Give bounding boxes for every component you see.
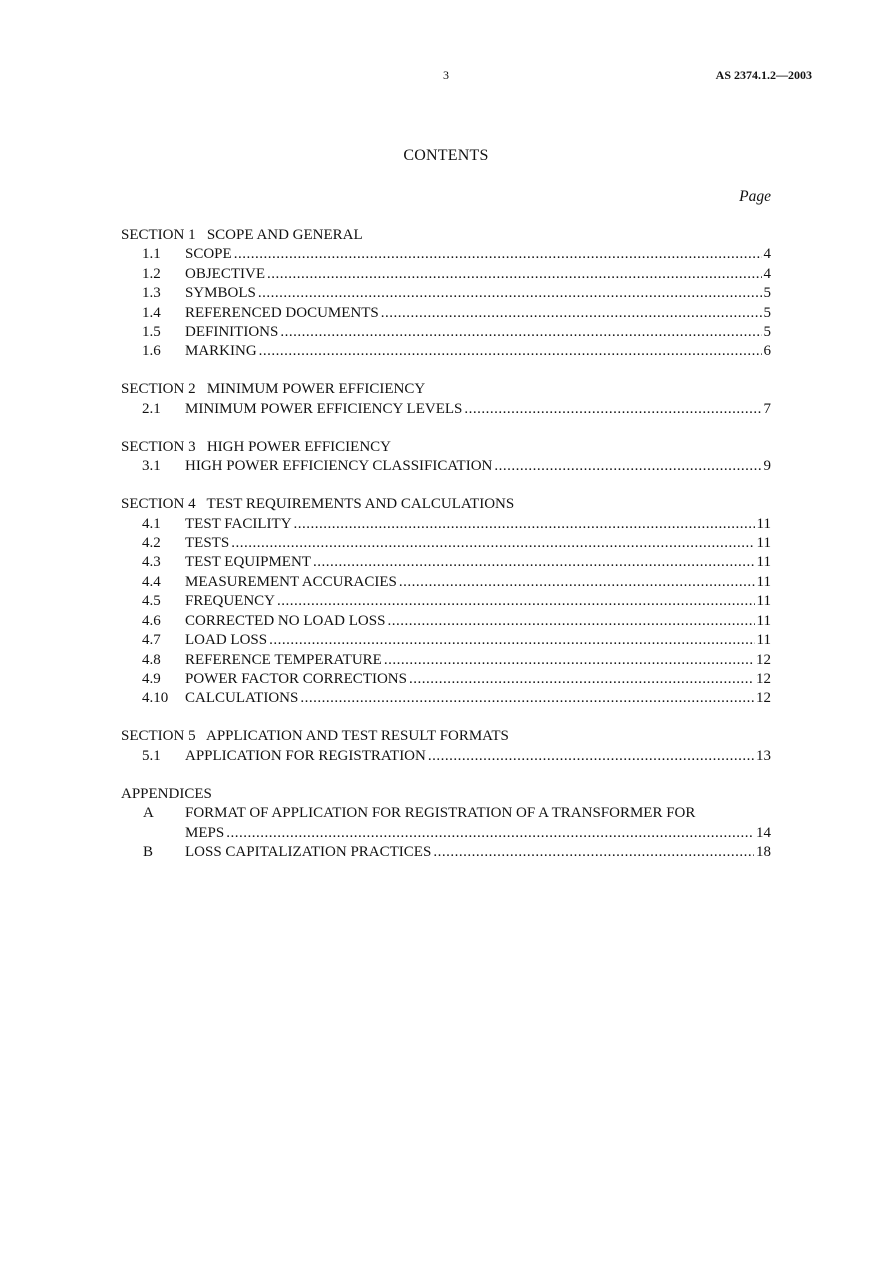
entry-number: 4.5: [142, 593, 161, 610]
entry-number: 5.1: [142, 747, 161, 764]
dot-leader: [280, 323, 761, 342]
entry-title: TEST EQUIPMENT: [185, 554, 311, 571]
toc-entry[interactable]: [121, 689, 771, 708]
entry-title: FREQUENCY: [185, 593, 276, 610]
toc-entry[interactable]: [121, 592, 771, 611]
entry-page: 14: [756, 824, 771, 841]
entry-page: 5: [763, 304, 771, 321]
contents-title: CONTENTS: [403, 147, 489, 164]
toc-entry[interactable]: [121, 651, 771, 670]
entry-page: 11: [756, 612, 771, 629]
dot-leader: [234, 245, 762, 264]
entry-title: CORRECTED NO LOAD LOSS: [185, 612, 386, 629]
toc-entry[interactable]: [121, 284, 771, 303]
toc-entry[interactable]: [121, 304, 771, 323]
entry-page: 11: [756, 593, 771, 610]
page-number: 3: [443, 68, 449, 82]
section-heading: SECTION 3 HIGH POWER EFFICIENCY: [121, 438, 391, 455]
dot-leader: [294, 515, 755, 534]
entry-number: 1.3: [142, 285, 161, 302]
dot-leader: [277, 592, 755, 611]
entry-number: 1.2: [142, 265, 161, 282]
toc-section-5: [121, 727, 771, 766]
section-heading: APPENDICES: [121, 785, 212, 802]
dot-leader: [387, 612, 754, 631]
toc-entry[interactable]: [121, 553, 771, 572]
entry-page: 7: [763, 400, 771, 417]
entry-page: 11: [756, 535, 771, 552]
entry-title: REFERENCE TEMPERATURE: [185, 651, 382, 668]
toc-entry[interactable]: [121, 323, 771, 342]
entry-page: 4: [763, 246, 771, 263]
dot-leader: [433, 843, 754, 862]
dot-leader: [226, 824, 754, 843]
dot-leader: [259, 342, 762, 361]
entry-page: 13: [756, 747, 771, 764]
page-column-label: Page: [739, 188, 771, 205]
entry-title: POWER FACTOR CORRECTIONS: [185, 670, 407, 687]
entry-title: MINIMUM POWER EFFICIENCY LEVELS: [185, 400, 463, 417]
toc-entry[interactable]: [121, 265, 771, 284]
section-heading: SECTION 5 APPLICATION AND TEST RESULT FORMATS: [121, 728, 509, 745]
toc-entry[interactable]: [121, 245, 771, 264]
dot-leader: [381, 304, 762, 323]
entry-page: 11: [756, 632, 771, 649]
entry-title: LOSS CAPITALIZATION PRACTICES: [185, 843, 432, 860]
toc-entry[interactable]: [121, 747, 771, 766]
entry-title-continued: MEPS: [185, 824, 225, 841]
section-heading: SECTION 1 SCOPE AND GENERAL: [121, 227, 363, 243]
toc-entry[interactable]: [121, 400, 771, 419]
dot-leader: [399, 573, 755, 592]
entry-title: REFERENCED DOCUMENTS: [185, 304, 379, 321]
entry-page: 5: [763, 285, 771, 302]
dot-leader: [384, 651, 754, 670]
dot-leader: [300, 689, 754, 708]
entry-number: 3.1: [142, 458, 161, 475]
toc-entry[interactable]: [121, 534, 771, 553]
toc-section-3: [121, 438, 771, 477]
entry-number: 4.2: [142, 535, 161, 552]
entry-title: TEST FACILITY: [185, 515, 292, 532]
entry-page: 6: [763, 343, 771, 360]
entry-page: 11: [756, 515, 771, 532]
entry-number: 2.1: [142, 400, 161, 417]
toc-entry[interactable]: [121, 670, 771, 689]
entry-number: 4.7: [142, 632, 161, 649]
entry-page: 5: [763, 324, 771, 341]
toc-appendices: [121, 785, 771, 863]
entry-number: 1.4: [142, 304, 161, 321]
entry-title: MARKING: [185, 343, 257, 360]
entry-number: A: [143, 805, 154, 822]
entry-page: 4: [763, 265, 771, 282]
entry-number: 4.10: [142, 690, 169, 707]
dot-leader: [313, 553, 755, 572]
entry-title: TESTS: [185, 535, 230, 552]
toc-section-2: [121, 380, 771, 419]
entry-title: MEASUREMENT ACCURACIES: [185, 573, 397, 590]
dot-leader: [267, 265, 762, 284]
toc-section-4: [121, 495, 771, 708]
entry-title: FORMAT OF APPLICATION FOR REGISTRATION OF A TRANSFORMER FOR: [185, 805, 696, 822]
entry-number: 1.5: [142, 324, 161, 341]
entry-number: 1.6: [142, 343, 161, 360]
table-of-contents: [121, 226, 771, 881]
entry-page: 12: [756, 651, 771, 668]
entry-number: 4.3: [142, 554, 161, 571]
toc-entry[interactable]: [121, 804, 771, 843]
entry-number: 4.6: [142, 612, 161, 629]
entry-number: B: [143, 843, 154, 860]
entry-title: LOAD LOSS: [185, 632, 268, 649]
dot-leader: [269, 631, 754, 650]
dot-leader: [258, 284, 762, 303]
entry-page: 11: [756, 554, 771, 571]
dot-leader: [494, 457, 761, 476]
entry-page: 12: [756, 690, 771, 707]
entry-number: 4.1: [142, 515, 161, 532]
entry-title: DEFINITIONS: [185, 324, 279, 341]
entry-page: 9: [763, 458, 771, 475]
entry-page: 11: [756, 573, 771, 590]
entry-title: APPLICATION FOR REGISTRATION: [185, 747, 426, 764]
entry-number: 4.4: [142, 573, 161, 590]
entry-page: 12: [756, 670, 771, 687]
toc-entry[interactable]: [121, 631, 771, 650]
section-heading: SECTION 2 MINIMUM POWER EFFICIENCY: [121, 381, 426, 398]
toc-section-1: [121, 226, 771, 362]
entry-title: OBJECTIVE: [185, 265, 265, 282]
toc-entry[interactable]: [121, 457, 771, 476]
entry-number: 1.1: [142, 246, 161, 263]
dot-leader: [428, 747, 754, 766]
toc-entry[interactable]: [121, 342, 771, 361]
standard-number: AS 2374.1.2—2003: [715, 68, 812, 82]
toc-entry[interactable]: [121, 843, 771, 862]
entry-number: 4.8: [142, 651, 161, 668]
section-heading: SECTION 4 TEST REQUIREMENTS AND CALCULATIONS: [121, 496, 515, 513]
dot-leader: [464, 400, 761, 419]
toc-entry[interactable]: [121, 573, 771, 592]
entry-title: SCOPE: [185, 246, 232, 263]
toc-entry[interactable]: [121, 515, 771, 534]
entry-title: CALCULATIONS: [185, 690, 299, 707]
entry-title: HIGH POWER EFFICIENCY CLASSIFICATION: [185, 458, 493, 475]
entry-title: SYMBOLS: [185, 285, 256, 302]
entry-number: 4.9: [142, 670, 161, 687]
toc-entry[interactable]: [121, 612, 771, 631]
entry-page: 18: [756, 843, 771, 860]
dot-leader: [409, 670, 754, 689]
dot-leader: [231, 534, 754, 553]
